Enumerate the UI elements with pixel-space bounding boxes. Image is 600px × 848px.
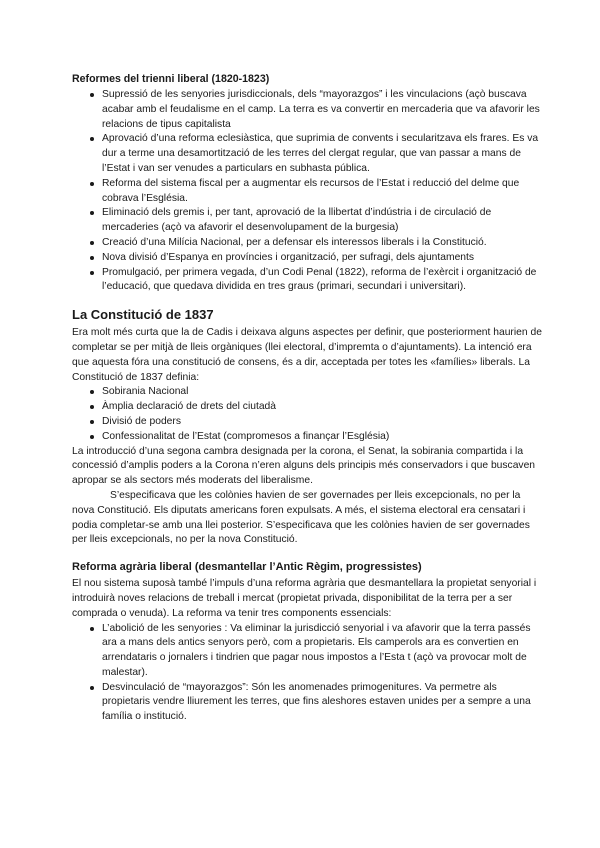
- constitucio-list: [72, 385, 542, 444]
- bullet-icon: [90, 137, 94, 141]
- bullet-icon: [90, 241, 94, 245]
- bullet-icon: [90, 405, 94, 409]
- list-item: Promulgació, per primera vegada, d’un Codi Penal (1822), reforma de l’exèrcit i organització de l’educació, que quedava dividida en tres graus (primari, secundari i universitari).: [72, 266, 542, 296]
- list-item: L’abolició de les senyories : Va eliminar la jurisdicció senyorial i va afavorir que la terra passés ara a mans dels antics senyors però, com a propietaris. Els camperols ara es convertien en arrendataris o jornalers i tindrien que pagar nous impostos a l’Esta t (açò va provocar molt de malestar).: [72, 622, 542, 681]
- list-item: Nova divisió d’Espanya en províncies i organització, per sufragi, dels ajuntaments: [72, 251, 542, 266]
- list-item: Desvinculació de “mayorazgos”: Són les anomenades primogenitures. Va permetre als propietaris vendre lliurement les terres, que fins aleshores estaven unides per a sempre a una família o institució.: [72, 681, 542, 725]
- section-heading-constitucio: La Constitució de 1837: [72, 307, 214, 323]
- reforma-agraria-list: [72, 622, 542, 726]
- list-item: Supressió de les senyories jurisdiccionals, dels “mayorazgos” i les vinculacions (açò buscava acabar amb el feudalisme en el camp. La terra es va convertir en mercaderia que va afavorir les relacions de tipus capitalista: [72, 88, 542, 132]
- list-item: Eliminació dels gremis i, per tant, aprovació de la llibertat d’indústria i de circulació de mercaderies (açò va afavorir el desenvolupament de la burgesia): [72, 206, 542, 236]
- bullet-icon: [90, 211, 94, 215]
- bullet-icon: [90, 435, 94, 439]
- constitucio-paragraph-2: S’especificava que les colònies havien de ser governades per lleis excepcionals, no per la nova Constitució. Els diputats americans foren expulsats. A més, el sistema electoral era censatari i podia completar-se amb una llei posterior. S’especificava que les colònies havien de ser governades per lleis excepcionals, no per la nova Constitució.: [72, 489, 530, 546]
- list-item: Confessionalitat de l’Estat (compromesos a finançar l’Església): [72, 430, 542, 445]
- bullet-icon: [90, 686, 94, 690]
- bullet-icon: [90, 627, 94, 631]
- bullet-icon: [90, 271, 94, 275]
- bullet-icon: [90, 182, 94, 186]
- bullet-icon: [90, 256, 94, 260]
- constitucio-intro: Era molt més curta que la de Cadis i deixava alguns aspectes per definir, que posteriorment haurien de completar se per mitjà de lleis orgàniques (llei electoral, d’impremta o d’ajuntaments). La intenció era que aquesta fóra una constitució de consens, és a dir, acceptada per totes les «famílies» liberals. La Constitució de 1837 definia:: [72, 327, 542, 383]
- reforma-agraria-intro: El nou sistema suposà també l’impuls d’una reforma agrària que desmantellara la propietat senyorial i introduirà noves relacions de treball i mercat (propietat privada, disponibilitat de la terra per a ser comprada o venuda). La reforma va tenir tres components essencials:: [72, 578, 537, 619]
- bullet-icon: [90, 93, 94, 97]
- section-heading-trienni: Reformes del trienni liberal (1820-1823): [72, 73, 270, 85]
- constitucio-paragraph-1: La introducció d’una segona cambra designada per la corona, el Senat, la sobirania compartida i la concessió d’amplis poders a la Corona n’eren alguns dels principis més conservadors i que buscaven apropar se als sectors més moderats del liberalisme.: [72, 445, 536, 487]
- list-item: Divisió de poders: [72, 415, 542, 430]
- list-item: Creació d’una Milícia Nacional, per a defensar els interessos liberals i la Constitució.: [72, 236, 542, 251]
- bullet-icon: [90, 420, 94, 424]
- list-item: Àmplia declaració de drets del ciutadà: [72, 400, 542, 415]
- section-heading-reforma-agraria: Reforma agrària liberal (desmantellar l’Antic Règim, progressistes): [72, 561, 422, 574]
- reforms-list: [72, 88, 542, 295]
- list-item: Sobirania Nacional: [72, 385, 542, 400]
- list-item: Aprovació d’una reforma eclesiàstica, que suprimia de convents i secularitzava els frares. Es va dur a terme una desamortització de les terres del clergat regular, que van passar a mans de l’Estat i van ser venudes a particulars en subhasta pública.: [72, 132, 542, 176]
- bullet-icon: [90, 390, 94, 394]
- list-item: Reforma del sistema fiscal per a augmentar els recursos de l’Estat i reducció del delme que cobrava l’Església.: [72, 177, 542, 207]
